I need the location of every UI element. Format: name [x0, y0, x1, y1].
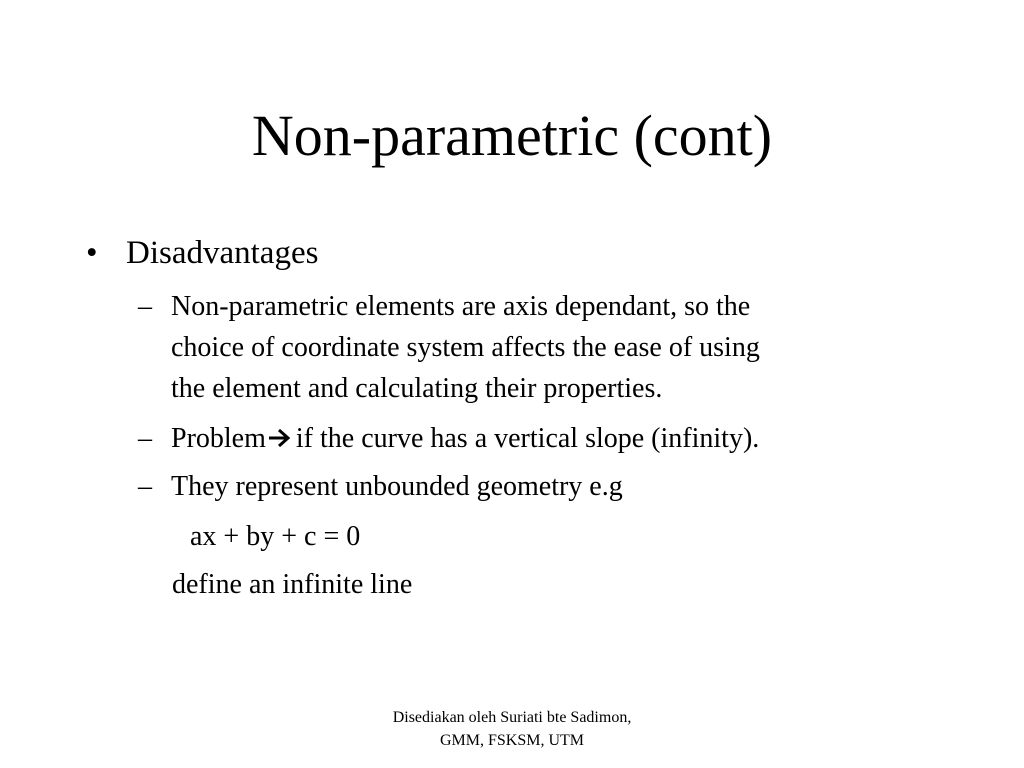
line-equation: ax + by + c = 0 — [190, 521, 361, 552]
bullet-text: Disadvantages — [126, 235, 319, 271]
dash-marker: – — [138, 423, 152, 454]
dash-marker: – — [138, 471, 152, 502]
sub-bullet-problem — [138, 418, 901, 461]
problem-label: Problem — [171, 423, 266, 454]
right-arrow-icon — [268, 420, 292, 461]
footer-line: GMM, FSKSM, UTM — [439, 732, 585, 749]
sub-bullet-unbounded — [138, 466, 901, 507]
footer-line: Disediakan oleh Suriati bte Sadimon, — [392, 709, 632, 726]
slide-footer — [312, 706, 712, 752]
bullet-marker: • — [86, 235, 98, 271]
slide-title: Non-parametric (cont) — [251, 103, 773, 168]
sub-bullet-text: They represent unbounded geometry e.g — [171, 471, 623, 502]
equation-definition: define an infinite line — [172, 569, 413, 600]
sub-bullet-line: Non-parametric elements are axis dependant, so the — [171, 291, 751, 322]
sub-bullet-line: choice of coordinate system affects the ease of using — [171, 332, 760, 363]
sub-bullet-line: the element and calculating their properties. — [171, 373, 663, 404]
sub-bullet-text — [171, 418, 901, 461]
bullet-disadvantages — [86, 232, 318, 274]
dash-marker: – — [138, 291, 152, 322]
problem-description: if the curve has a vertical slope (infinity). — [295, 423, 760, 454]
sub-bullet-axis-dependant — [138, 286, 901, 409]
